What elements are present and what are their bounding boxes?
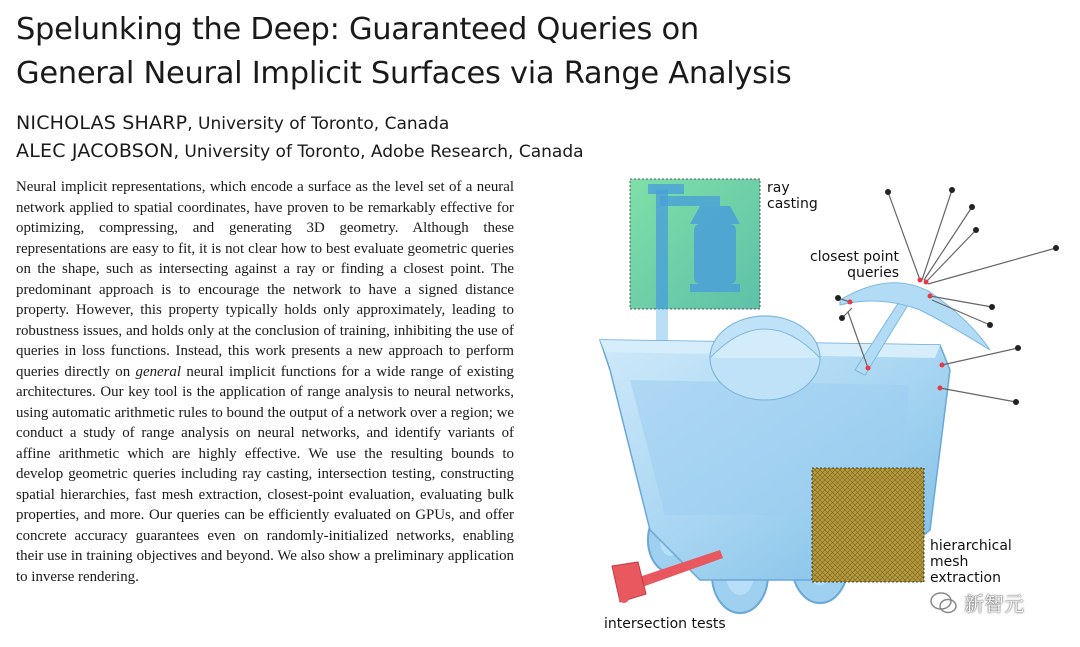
ray-casting-panel (630, 179, 760, 309)
paper-title (16, 8, 816, 96)
label-intersection-tests: intersection tests (604, 616, 726, 632)
abstract-text: Neural implicit representations, which encode a surface as the level set of a neural network applied to spatial coordinates, have proven to be remarkably effective for optimizing, compressing, and generating 3D geometry. Although these representations are easy to fit, it is not clear how to best evaluate geometric queries on the shape, such as intersecting against a ray or finding a closest point. The predominant approach is to encourage the network to have a signed distance property. However, this property typically holds only approximately, leading to robustness issues, and holds only at the conclusion of training, inhibiting the use of queries in loss functions. Instead, this work presents a new approach to perform queries directly on (16, 179, 514, 380)
watermark-text: 新智元 (964, 592, 1024, 616)
author-1 (16, 112, 584, 140)
teaser-figure (590, 170, 1070, 640)
author-2 (16, 140, 584, 168)
mesh-extraction-region (812, 468, 924, 582)
author-affiliation: , University of Toronto, Canada (187, 114, 450, 134)
author-name: NICHOLAS SHARP (16, 112, 188, 134)
author-affiliation: , University of Toronto, Adobe Research, Canada (173, 142, 584, 162)
title-line-2: General Neural Implicit Surfaces via Range Analysis (16, 56, 792, 91)
author-list (16, 112, 584, 168)
label-ray-casting: ray casting (767, 180, 818, 212)
title-line-1: Spelunking the Deep: Guaranteed Queries on (16, 12, 699, 47)
author-name: ALEC JACOBSON (16, 140, 174, 162)
abstract-emphasis: general (135, 363, 182, 380)
abstract (16, 177, 514, 587)
label-closest-point-queries: closest point queries (810, 249, 899, 281)
watermark (930, 588, 1024, 620)
abstract-text-continued: neural implicit functions for a wide range of existing architectures. Our key tool is the application of range analysis to neural networks, using automatic arithmetic rules to bound the output of a network over a region; we conduct a study of range analysis on neural networks, and identify variants of affine arithmetic which are highly effective. We use the resulting bounds to develop geometric queries including ray casting, intersection testing, constructing spatial hierarchies, fast mesh extraction, closest-point evaluation, evaluating bulk properties, and more. Our queries can be efficiently evaluated on GPUs, and offer concrete accuracy guarantees even on randomly-initialized networks, enabling their use in training objectives and beyond. We also show a preliminary application to inverse rendering. (16, 363, 514, 585)
label-mesh-extraction: hierarchical mesh extraction (930, 538, 1012, 586)
wechat-icon (930, 591, 958, 620)
